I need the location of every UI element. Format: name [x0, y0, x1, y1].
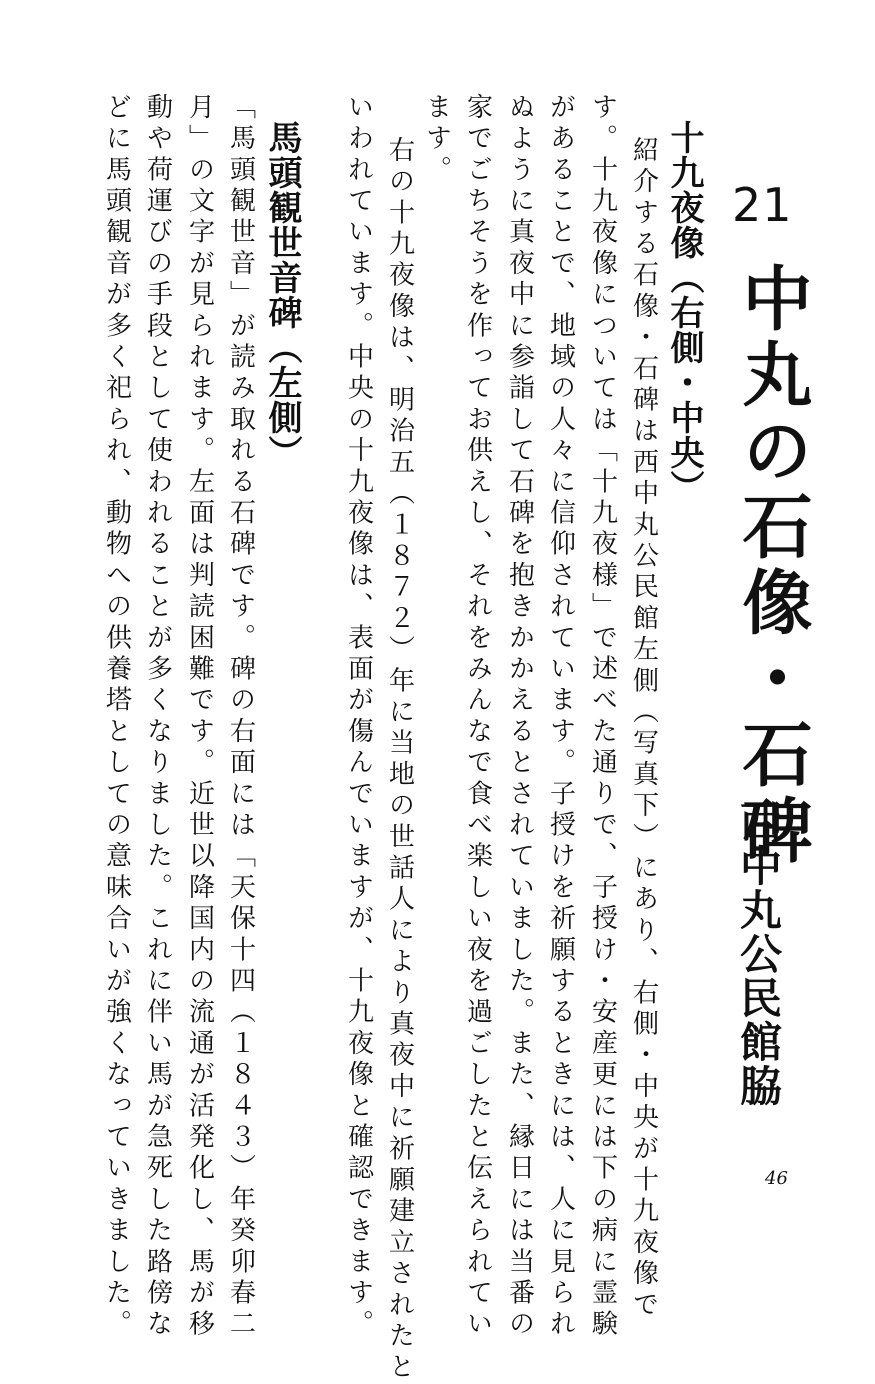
section2-column: 「馬頭観世音」が読み取れる石碑です。碑の右面には「天保十四（１８４３）年癸卯春二 [225, 93, 256, 1341]
section1-heading: 十九夜像（右側・中央） [664, 120, 704, 505]
section1-column: ます。 [421, 93, 452, 187]
section1-column: 紹介する石像・石碑は西中丸公民館左側（写真下）にあり、右側・中央が十九夜像で [628, 136, 659, 1322]
section2-heading: 馬頭観世音碑（左側） [262, 120, 302, 470]
section1-column: があることで、地域の人々に信仰されています。子授けを祈願するときには、人に見られ [545, 93, 576, 1341]
section1-column: 右の十九夜像は、明治五（１８７２）年に当地の世話人により真夜中に祈願建立されたと [384, 136, 415, 1384]
section1-column: ぬように真夜中に参詣して石碑を抱きかかえるとされていました。また、縁日には当番の [504, 93, 535, 1341]
section1-column: 家でごちそうを作ってお供えし、それをみんなで食べ楽しい夜を過ごしたと伝えられてい [462, 93, 493, 1341]
section1-column: す。十九夜像については「十九夜様」で述べた通りで、子授け・安産更には下の病に霊験 [587, 93, 618, 1341]
section1-column: いわれています。中央の十九夜像は、表面が傷んでいますが、十九夜像と確認できます。 [343, 93, 374, 1341]
page-subtitle: 西中丸公民館脇 [734, 800, 783, 1108]
section2-column: どに馬頭観音が多く祀られ、動物への供養塔としての意味合いが強くなっていきました。 [101, 93, 132, 1341]
section2-column: 月」の文字が見られます。左面は判読困難です。近世以降国内の流通が活発化し、馬が移 [184, 93, 215, 1341]
page-number: 46 [765, 1168, 788, 1189]
section2-column: 動や荷運びの手段として使われることが多くなりました。これに伴い馬が急死した路傍な [142, 93, 173, 1341]
page-title: 中丸の石像・石碑 [731, 262, 813, 870]
section-number: 21 [732, 178, 793, 232]
